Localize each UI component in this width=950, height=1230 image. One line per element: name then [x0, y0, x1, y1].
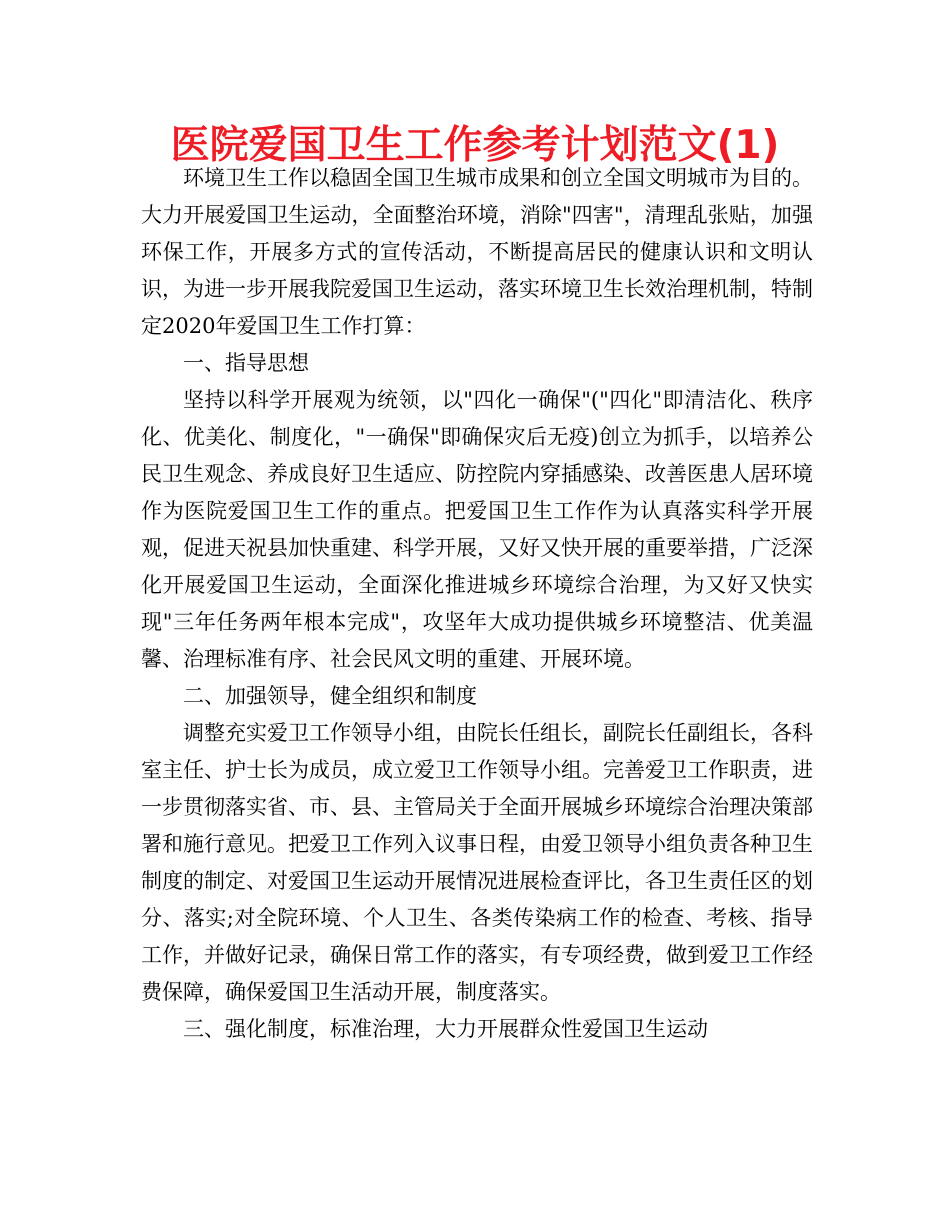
paragraph-leadership: 调整充实爱卫工作领导小组，由院长任组长，副院长任副组长，各科室主任、护士长为成员，成立爱卫工作领导小组。完善爱卫工作职责，进一步贯彻落实省、市、县、主管局关于全面开展城乡环境综合治理决策部署和施行意见。把爱卫工作列入议事日程，由爱卫领导小组负责各种卫生制度的制定、对爱国卫生运动开展情况进展检查评比，各卫生责任区的划分、落实;对全院环境、个人卫生、各类传染病工作的检查、考核、指导工作，并做好记录，确保日常工作的落实，有专项经费，做到爱卫工作经费保障，确保爱国卫生活动开展，制度落实。 — [141, 721, 813, 1004]
document-body — [141, 160, 813, 1048]
paragraph-intro: 环境卫生工作以稳固全国卫生城市成果和创立全国文明城市为目的。大力开展爱国卫生运动，全面整治环境，消除"四害"，清理乱张贴，加强环保工作，开展多方式的宣传活动，不断提高居民的健康认识和文明认识，为进一步开展我院爱国卫生运动，落实环境卫生长效治理机制，特制定2020年爱国卫生工作打算： — [141, 166, 813, 338]
section-heading-3: 三、强化制度，标准治理，大力开展群众性爱国卫生运动 — [183, 1017, 708, 1041]
paragraph-guiding-thought: 坚持以科学开展观为统领，以"四化一确保"("四化"即清洁化、秩序化、优美化、制度化，"一确保"即确保灾后无疫)创立为抓手，以培养公民卫生观念、养成良好卫生适应、防控院内穿插感染、改善医患人居环境作为医院爱国卫生工作的重点。把爱国卫生工作作为认真落实科学开展观，促进天祝县加快重建、科学开展，又好又快开展的重要举措，广泛深化开展爱国卫生运动，全面深化推进城乡环境综合治理，为又好又快实现"三年任务两年根本完成"，攻坚年大成功提供城乡环境整洁、优美温馨、治理标准有序、社会民风文明的重建、开展环境。 — [141, 388, 813, 671]
document-title: 医院爱国卫生工作参考计划范文(1) — [170, 123, 780, 168]
section-heading-2: 二、加强领导，健全组织和制度 — [183, 684, 477, 708]
section-heading-1: 一、指导思想 — [183, 351, 309, 375]
